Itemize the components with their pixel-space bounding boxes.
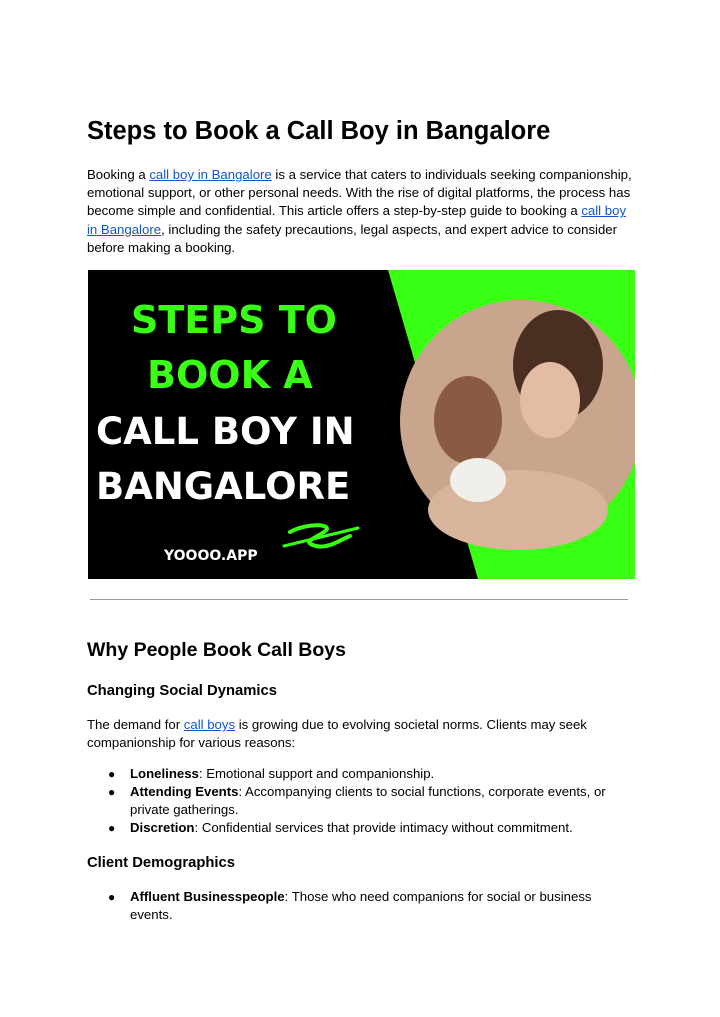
bullet-text: : Emotional support and companionship.: [198, 766, 435, 781]
bullet-icon: ●: [108, 821, 116, 835]
call-boy-bangalore-link-1[interactable]: call boy in Bangalore: [149, 167, 272, 182]
page-title: Steps to Book a Call Boy in Bangalore: [87, 117, 551, 145]
bullet-text: : Accompanying clients to social functions, corporate events, or private gatherings.: [130, 784, 606, 817]
section-heading-why-people: Why People Book Call Boys: [87, 639, 346, 661]
bracelet-shape: [450, 458, 506, 502]
hero-line-3: CALL BOY IN: [96, 410, 355, 453]
bullet-icon: ●: [108, 767, 116, 781]
demographics-bullet-list: [87, 888, 617, 924]
list-item: [87, 888, 617, 924]
call-boy-bangalore-link-2[interactable]: call boy in Bangalore: [87, 203, 627, 237]
reasons-bullet-list: [87, 765, 617, 837]
horizontal-divider: [90, 599, 628, 600]
bullet-bold-term: Affluent Businesspeople: [130, 889, 285, 904]
subheading-client-demographics: Client Demographics: [87, 855, 235, 871]
bullet-bold-term: Discretion: [130, 820, 195, 835]
hero-line-1: STEPS TO: [131, 298, 337, 342]
subheading-changing-social-dynamics: Changing Social Dynamics: [87, 683, 277, 699]
list-item: [87, 783, 617, 819]
para2-text-2: is growing due to evolving societal norms. Clients may seek companionship for various reasons:: [87, 717, 587, 751]
hero-banner-image: [88, 270, 635, 579]
intro-text-2: is a service that caters to individuals seeking companionship, emotional support, or other personal needs. With the rise of digital platforms, the process has become simple and confidential. This article offers a step-by-step guide to booking a: [87, 167, 632, 219]
list-item: [87, 765, 617, 783]
woman-face-shape: [520, 362, 580, 438]
intro-text-3: , including the safety precautions, legal aspects, and expert advice to consider before making a booking.: [87, 221, 618, 255]
bullet-icon: ●: [108, 890, 116, 904]
hero-line-4: BANGALORE: [96, 465, 351, 508]
bullet-icon: ●: [108, 785, 116, 799]
hero-banner-graphic: [88, 270, 635, 579]
bullet-bold-term: Loneliness: [130, 766, 199, 781]
bullet-bold-term: Attending Events: [130, 784, 239, 799]
hero-brand: YOOOO.APP: [164, 548, 258, 564]
man-head-shape: [434, 376, 502, 464]
bullet-text: : Confidential services that provide intimacy without commitment.: [194, 820, 573, 835]
social-dynamics-paragraph: [87, 716, 637, 752]
intro-paragraph: [87, 166, 637, 257]
list-item: [87, 819, 617, 837]
bullet-text: : Those who need companions for social or business events.: [130, 889, 592, 922]
call-boys-link[interactable]: call boys: [183, 717, 236, 732]
hero-line-2: BOOK A: [147, 353, 313, 397]
intro-text-1: Booking a: [87, 167, 150, 182]
para2-text-1: The demand for: [87, 717, 184, 732]
